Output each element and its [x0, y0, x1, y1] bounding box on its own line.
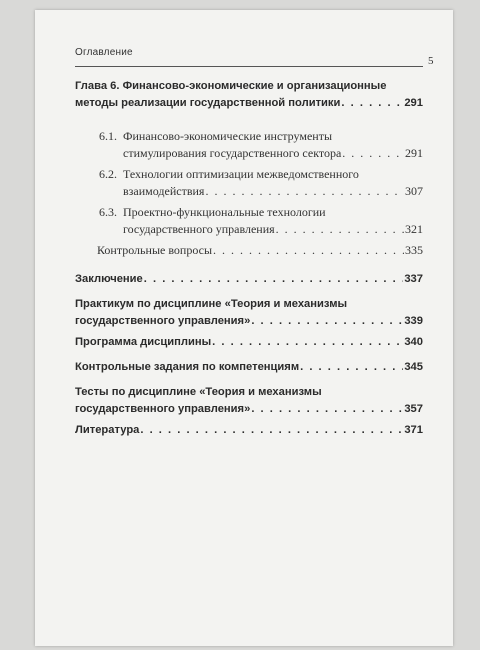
toc-entry-control-questions[interactable] — [97, 242, 423, 259]
toc-entry-chapter-6[interactable] — [75, 78, 423, 112]
leader-dots — [251, 313, 403, 330]
toc-entry-tests[interactable] — [75, 384, 423, 418]
toc-entry-title-line2: стимулирования государственного сектора — [123, 146, 342, 160]
toc-entry-title-line1: Проектно-функциональные технологии — [123, 205, 326, 219]
toc-entry-title: Контрольные задания по компетенциям — [75, 361, 300, 373]
leader-dots — [212, 334, 403, 351]
toc-page-number: 307 — [405, 184, 423, 198]
leader-dots — [213, 242, 404, 259]
toc-entry-practicum[interactable] — [75, 296, 423, 330]
leader-dots — [300, 359, 403, 376]
toc-page-number: 337 — [404, 273, 423, 285]
leader-dots — [205, 183, 404, 200]
toc-entry-title-line1: Глава 6. Финансово-экономические и организационные — [75, 80, 387, 92]
toc-page-number: 371 — [404, 424, 423, 436]
toc-page-number: 291 — [404, 97, 423, 109]
section-number: 6.1. — [99, 129, 117, 143]
toc-page-number: 357 — [404, 403, 423, 415]
leader-dots — [140, 422, 403, 439]
toc-entry-literature[interactable] — [75, 422, 423, 439]
leader-dots — [341, 95, 403, 112]
running-title: Оглавление — [75, 47, 133, 58]
toc-entry-title-line1: Практикум по дисциплине «Теория и механизмы — [75, 298, 348, 310]
toc-entry-section-6-2[interactable] — [99, 166, 423, 200]
toc-page-number: 340 — [404, 336, 423, 348]
toc-page-number: 335 — [405, 243, 423, 257]
section-number: 6.2. — [99, 167, 117, 181]
toc-page-number: 321 — [405, 222, 423, 236]
leader-dots — [144, 271, 404, 288]
toc-entry-title-line2: государственного управления» — [75, 403, 251, 415]
toc-entry-title-line2: взаимодействия — [123, 184, 205, 198]
toc-entry-title-line2: государственного управления» — [75, 315, 251, 327]
toc-entry-title: Контрольные вопросы — [97, 243, 213, 257]
toc-entry-title: Заключение — [75, 273, 143, 285]
leader-dots — [276, 221, 404, 238]
toc-page-number: 345 — [404, 361, 423, 373]
section-number: 6.3. — [99, 205, 117, 219]
leader-dots — [251, 401, 403, 418]
toc-entry-title-line2: государственного управления — [123, 222, 275, 236]
toc-entry-title-line2: методы реализации государственной политики — [75, 97, 341, 109]
toc-page-number: 291 — [405, 146, 423, 160]
toc-entry-title-line1: Финансово-экономические инструменты — [123, 129, 333, 143]
toc-page-number: 339 — [404, 315, 423, 327]
toc-entry-title: Литература — [75, 424, 140, 436]
toc-entry-section-6-1[interactable] — [99, 128, 423, 162]
toc-entry-program[interactable] — [75, 334, 423, 351]
toc-entry-title: Программа дисциплины — [75, 336, 212, 348]
toc-entry-title-line1: Тесты по дисциплине «Теория и механизмы — [75, 386, 322, 398]
toc-entry-section-6-3[interactable] — [99, 204, 423, 238]
leader-dots — [342, 145, 404, 162]
book-page — [35, 10, 453, 646]
toc-entry-title-line1: Технологии оптимизации межведомственного — [123, 167, 359, 181]
toc-entry-conclusion[interactable] — [75, 271, 423, 288]
header-rule — [75, 66, 423, 67]
toc-entry-tasks[interactable] — [75, 359, 423, 376]
page-number: 5 — [428, 55, 434, 67]
